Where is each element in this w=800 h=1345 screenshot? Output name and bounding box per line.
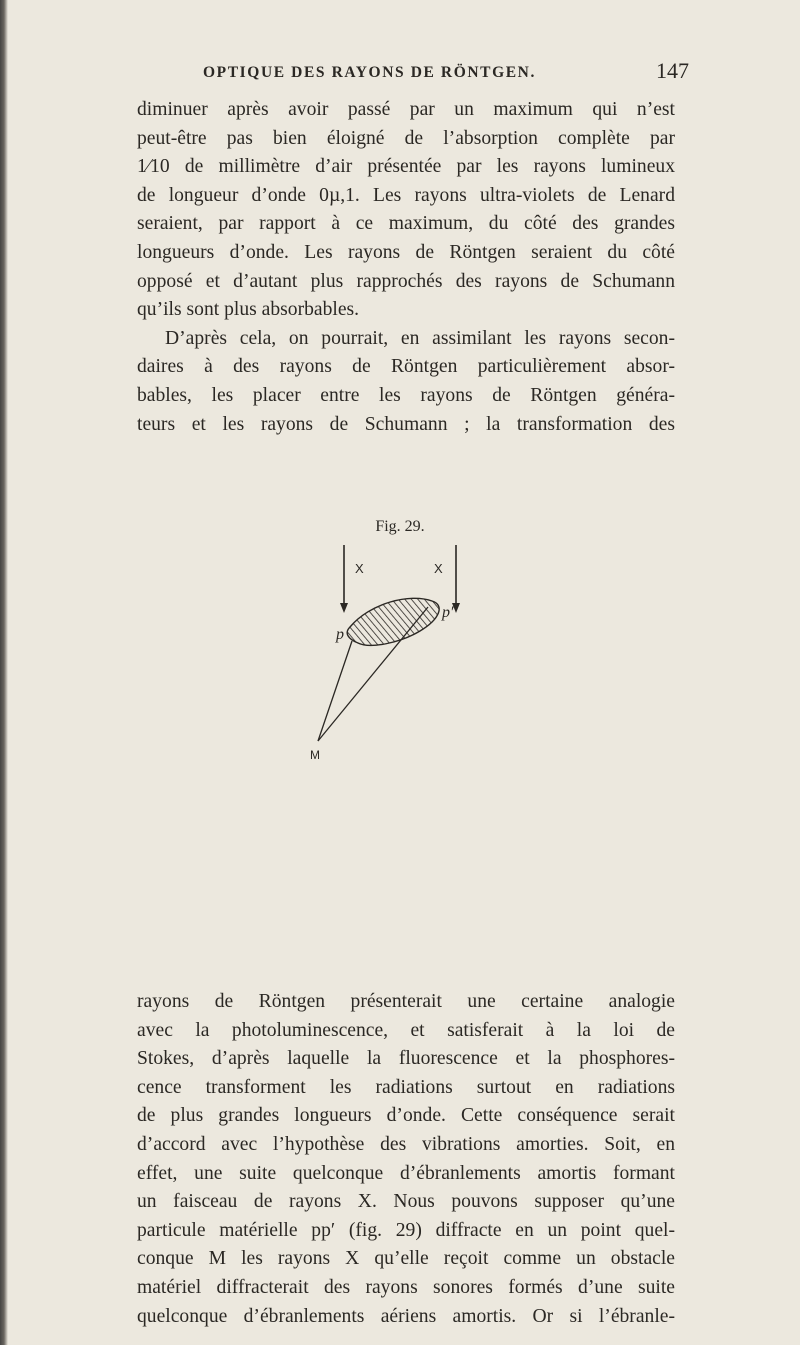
text-line: quelconque d’ébranlements aériens amortis. Or si l’ébranle- <box>137 1305 675 1327</box>
label-p-prime: p′ <box>442 604 454 621</box>
page-edge-shadow <box>0 0 8 1345</box>
label-p: p <box>336 626 344 643</box>
text-line: effet, une suite quelconque d’ébranlements amortis formant <box>137 1162 675 1184</box>
text-line: longueurs d’onde. Les rayons de Röntgen seraient du côté <box>137 241 675 263</box>
text-line: qu’ils sont plus absorbables. <box>137 299 360 321</box>
text-line: un faisceau de rayons X. Nous pouvons supposer qu’une <box>137 1191 675 1213</box>
text-line: daires à des rayons de Röntgen particulièrement absor- <box>137 356 675 378</box>
text-line: d’accord avec l’hypothèse des vibrations amorties. Soit, en <box>137 1133 675 1155</box>
diffracted-line-1 <box>318 641 352 741</box>
text-line: cence transforment les radiations surtout en radiations <box>137 1076 675 1098</box>
figure-29-diagram <box>300 545 500 775</box>
page-number: 147 <box>656 58 689 83</box>
text-line: diminuer après avoir passé par un maximum qui n’est <box>137 99 675 120</box>
label-x-right: X <box>434 561 443 576</box>
text-line: de plus grandes longueurs d’onde. Cette conséquence serait <box>137 1105 675 1127</box>
text-line: avec la photoluminescence, et satisferait à la loi de <box>137 1019 675 1041</box>
text-line: matériel diffracterait des rayons sonores formés d’une suite <box>137 1276 675 1298</box>
body-text-top <box>137 96 675 439</box>
running-head: OPTIQUE DES RAYONS DE RÖNTGEN. <box>203 64 536 81</box>
figure-caption: Fig. 29. <box>375 518 425 535</box>
text-line: conque M les rayons X qu’elle reçoit comme un obstacle <box>137 1248 675 1270</box>
text-line: peut-être pas bien éloigné de l’absorption complète par <box>137 127 675 149</box>
text-line: de longueur d’onde 0µ,1. Les rayons ultra-violets de Lenard <box>137 184 675 206</box>
body-text-bottom <box>137 988 675 1331</box>
text-line: rayons de Röntgen présenterait une certaine analogie <box>137 991 675 1012</box>
text-line: Stokes, d’après laquelle la fluorescence et la phosphores- <box>137 1048 675 1070</box>
text-line: teurs et les rayons de Schumann ; la transformation des <box>137 413 675 435</box>
text-line: opposé et d’autant plus rapprochés des rayons de Schumann <box>137 270 675 292</box>
text-line: bables, les placer entre les rayons de Röntgen généra- <box>137 384 675 406</box>
particle-pp-prime <box>347 598 439 645</box>
text-line: 1⁄10 de millimètre d’air présentée par les rayons lumineux <box>137 156 675 178</box>
label-m: M <box>310 748 320 762</box>
ray-left-arrow <box>340 603 348 613</box>
text-line: particule matérielle pp′ (fig. 29) diffracte en un point quel- <box>137 1219 675 1241</box>
text-line: seraient, par rapport à ce maximum, du côté des grandes <box>137 213 675 235</box>
text-line: D’après cela, on pourrait, en assimilant les rayons secon- <box>165 327 675 349</box>
label-x-left: X <box>355 561 364 576</box>
page-header <box>0 58 800 88</box>
